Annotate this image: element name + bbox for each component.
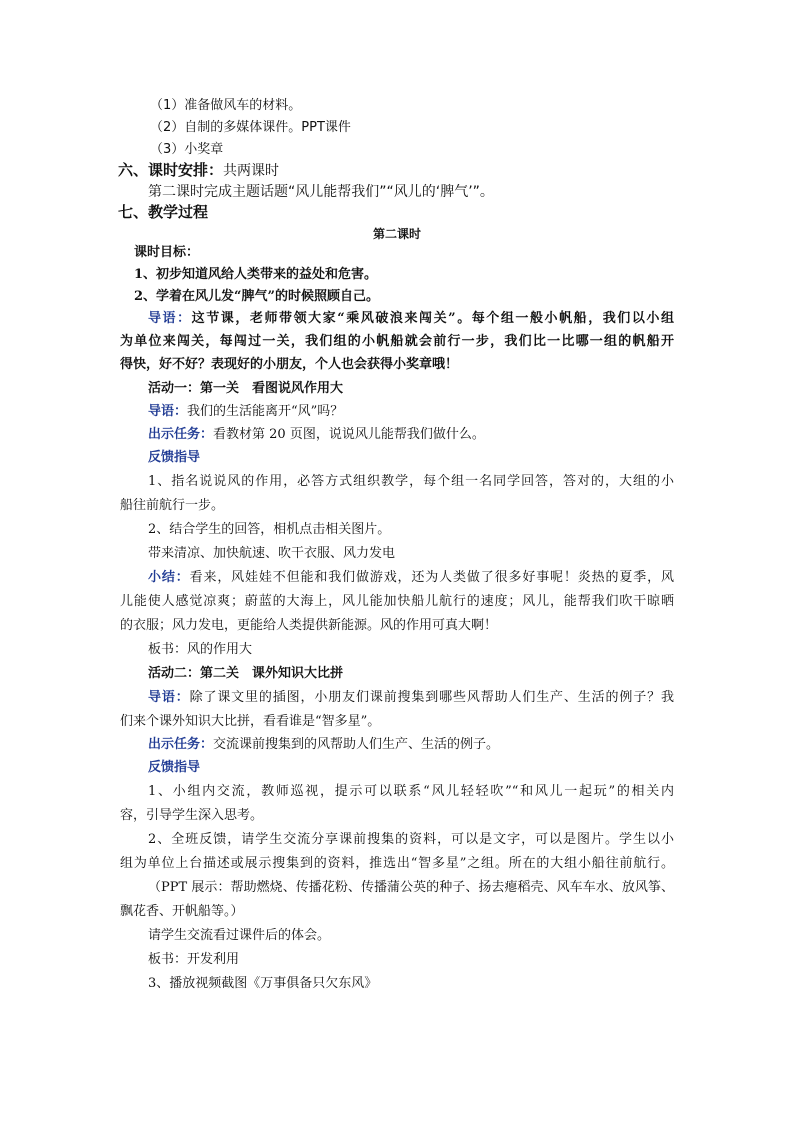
activity2-question-line-2: 们来个课外知识大比拼，看看谁是“智多星”。 (120, 714, 381, 729)
activity1-task (148, 425, 485, 445)
section7-heading: 七、教学过程 (118, 203, 209, 221)
activity2-question-label: 导语： (148, 690, 190, 705)
activity2-ppt-line-2: 飘花香、开帆船等。） (120, 904, 244, 919)
section6-heading: 六、课时安排： (118, 161, 224, 179)
activity1-board: 板书：风的作用大 (148, 642, 253, 657)
activity1-summary-line-1 (148, 568, 674, 588)
activity1-task-label: 出示任务： (148, 427, 214, 442)
activity2-feedback-heading: 反馈指导 (148, 760, 201, 775)
activity1-p1-line-1: 1、指名说说风的作用，必答方式组织教学，每个组一名同学回答，答对的，大组的小 (148, 474, 674, 489)
activity1-summary-line-2: 儿能使人感觉凉爽；蔚蓝的大海上，风儿能加快船儿航行的速度；风儿，能帮我们吹干晾晒 (120, 594, 674, 609)
activity2-share: 请学生交流看过课件后的体会。 (148, 928, 331, 943)
activity1-summary-line-3: 的衣服；风力发电，更能给人类提供新能源。风的作用可真大啊！ (120, 618, 498, 633)
activity1-p1-line-2: 船往前航行一步。 (120, 498, 225, 513)
activity2-task-label: 出示任务： (148, 737, 214, 752)
intro-label: 导语： (148, 311, 192, 326)
section6-value: 共两课时 (223, 163, 280, 179)
activity1-p2: 2、结合学生的回答，相机点击相关图片。 (148, 522, 391, 537)
activity2-p2-line-1: 2、全班反馈，请学生交流分享课前搜集的资料，可以是文字，可以是图片。学生以小 (148, 832, 674, 847)
activity2-board: 板书：开发利用 (148, 952, 240, 967)
activity2-p1-line-1: 1、小组内交流，教师巡视，提示可以联系“风儿轻轻吹”“和风儿一起玩”的相关内 (148, 784, 674, 799)
lesson-title: 第二课时 (372, 227, 421, 241)
activity2-task-text: 交流课前搜集到的风帮助人们生产、生活的例子。 (213, 737, 500, 752)
activity1-question-label: 导语： (148, 404, 188, 419)
activity1-feedback-heading: 反馈指导 (148, 450, 201, 465)
activity2-ppt-line-1: （PPT 展示：帮助燃烧、传播花粉、传播蒲公英的种子、扬去瘪稻壳、风车车水、放风筝、 (148, 880, 674, 895)
activity2-question-line-1 (148, 688, 674, 708)
activity2-question-text-1: 除了课文里的插图，小朋友们课前搜集到哪些风帮助人们生产、生活的例子？我 (189, 690, 674, 705)
activity2-task (148, 735, 499, 755)
intro-line-3: 得快，好不好？表现好的小朋友，个人也会获得小奖章哦！ (120, 357, 459, 372)
activity2-p3: 3、播放视频截图《万事俱备只欠东风》 (148, 976, 378, 991)
materials-item-1: （1）准备做风车的材料。 (150, 98, 302, 113)
goal-2: 2、学着在风儿发“脾气”的时候照顾自己。 (134, 289, 380, 304)
activity1-question (148, 402, 343, 422)
intro-line-1 (148, 309, 674, 329)
activity1-title: 活动一：第一关 看图说风作用大 (148, 381, 344, 396)
activity1-summary-label: 小结： (148, 570, 190, 585)
materials-item-3: （3）小奖章 (150, 142, 224, 157)
goal-1: 1、初步知道风给人类带来的益处和危害。 (134, 267, 378, 282)
activity1-effects: 带来清凉、加快航速、吹干衣服、风力发电 (148, 546, 396, 561)
goals-label: 课时目标： (134, 245, 200, 260)
activity2-p1-line-2: 容，引导学生深入思考。 (120, 808, 264, 823)
activity2-p2-line-2: 组为单位上台描述或展示搜集到的资料，推选出“智多星”之组。所在的大组小船往前航行。 (120, 856, 674, 871)
activity1-question-text: 我们的生活能离开“风”吗？ (187, 404, 344, 419)
intro-text-1: 这节课，老师带领大家“乘风破浪来闯关”。每个组一般小帆船，我们以小组 (191, 311, 674, 326)
activity1-summary-text-1: 看来，风娃娃不但能和我们做游戏，还为人类做了很多好事呢！炎热的夏季，风 (189, 570, 674, 585)
materials-item-2: （2）自制的多媒体课件。PPT课件 (150, 120, 351, 135)
intro-line-2: 为单位来闯关，每闯过一关，我们组的小帆船就会前行一步，我们比一比哪一组的帆船开 (120, 334, 674, 349)
activity2-title: 活动二：第二关 课外知识大比拼 (148, 666, 344, 681)
section6-detail: 第二课时完成主题话题“风儿能帮我们”“风儿的‘脾气’”。 (148, 184, 494, 200)
section6-row (118, 160, 279, 182)
activity1-task-text: 看教材第 20 页图，说说风儿能帮我们做什么。 (213, 427, 485, 442)
